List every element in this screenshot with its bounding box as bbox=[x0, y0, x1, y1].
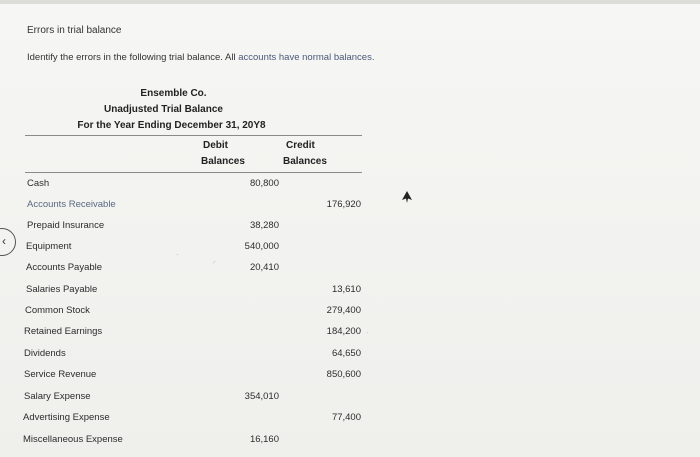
table-row bbox=[0, 348, 700, 369]
mouse-cursor-icon bbox=[401, 190, 413, 204]
table-row bbox=[0, 305, 700, 326]
chevron-left-icon: ‹ bbox=[2, 234, 6, 248]
credit-amount: 77,400 bbox=[331, 412, 361, 423]
credit-amount: 184,200 bbox=[326, 326, 361, 337]
debit-amount: 540,000 bbox=[244, 241, 279, 252]
stray-mark-icon: · bbox=[176, 250, 179, 259]
account-name: Salaries Payable bbox=[26, 284, 98, 295]
debit-column-header bbox=[201, 138, 245, 170]
stray-mark-icon: · bbox=[366, 328, 369, 337]
account-name: Advertising Expense bbox=[23, 412, 110, 423]
credit-amount: 64,650 bbox=[331, 348, 361, 359]
debit-amount: 38,280 bbox=[249, 220, 279, 231]
account-name: Service Revenue bbox=[24, 369, 97, 380]
debit-amount: 20,410 bbox=[249, 262, 279, 273]
credit-header-line2: Balances bbox=[283, 156, 327, 167]
credit-amount: 850,600 bbox=[326, 369, 361, 380]
debit-amount: 16,160 bbox=[249, 434, 279, 445]
credit-amount: 279,400 bbox=[326, 305, 361, 316]
table-row bbox=[0, 326, 700, 347]
table-row bbox=[0, 412, 700, 433]
stray-mark-icon: ⸝ bbox=[212, 256, 216, 265]
instruction-lead: Identify the errors in the following trial balance. All bbox=[27, 52, 236, 63]
table-row bbox=[0, 391, 700, 412]
credit-amount: 13,610 bbox=[331, 284, 361, 295]
account-name: Miscellaneous Expense bbox=[23, 434, 123, 445]
statement-period: For the Year Ending December 31, 20Y8 bbox=[77, 120, 266, 131]
account-name: Accounts Receivable bbox=[27, 199, 116, 210]
table-row bbox=[0, 178, 700, 199]
instruction-text bbox=[27, 52, 374, 63]
table-row bbox=[0, 284, 700, 305]
debit-amount: 80,800 bbox=[249, 178, 279, 189]
account-name: Dividends bbox=[24, 348, 66, 359]
credit-column-header bbox=[283, 138, 327, 170]
table-row bbox=[0, 434, 700, 455]
credit-header-line1: Credit bbox=[286, 140, 315, 151]
debit-amount: 354,010 bbox=[244, 391, 279, 402]
trial-balance-header bbox=[25, 86, 362, 134]
account-name: Equipment bbox=[26, 241, 72, 252]
instruction-tail: accounts have normal balances. bbox=[238, 52, 375, 63]
debit-header-line1: Debit bbox=[203, 140, 228, 151]
account-name: Common Stock bbox=[25, 305, 90, 316]
column-header-rule bbox=[25, 172, 362, 173]
header-rule bbox=[25, 135, 362, 136]
account-name: Prepaid Insurance bbox=[27, 220, 105, 231]
statement-title: Unadjusted Trial Balance bbox=[104, 104, 223, 115]
table-row bbox=[0, 199, 700, 220]
top-border bbox=[0, 0, 700, 4]
debit-header-line2: Balances bbox=[201, 156, 245, 167]
section-title: Errors in trial balance bbox=[27, 25, 122, 36]
table-row bbox=[0, 220, 700, 241]
credit-amount: 176,920 bbox=[326, 199, 361, 210]
account-name: Cash bbox=[27, 178, 50, 189]
account-name: Accounts Payable bbox=[26, 262, 103, 273]
company-name: Ensemble Co. bbox=[140, 88, 207, 99]
table-row bbox=[0, 262, 700, 283]
account-name: Salary Expense bbox=[24, 391, 91, 402]
table-row bbox=[0, 369, 700, 390]
account-name: Retained Earnings bbox=[24, 326, 103, 337]
table-row bbox=[0, 241, 700, 262]
